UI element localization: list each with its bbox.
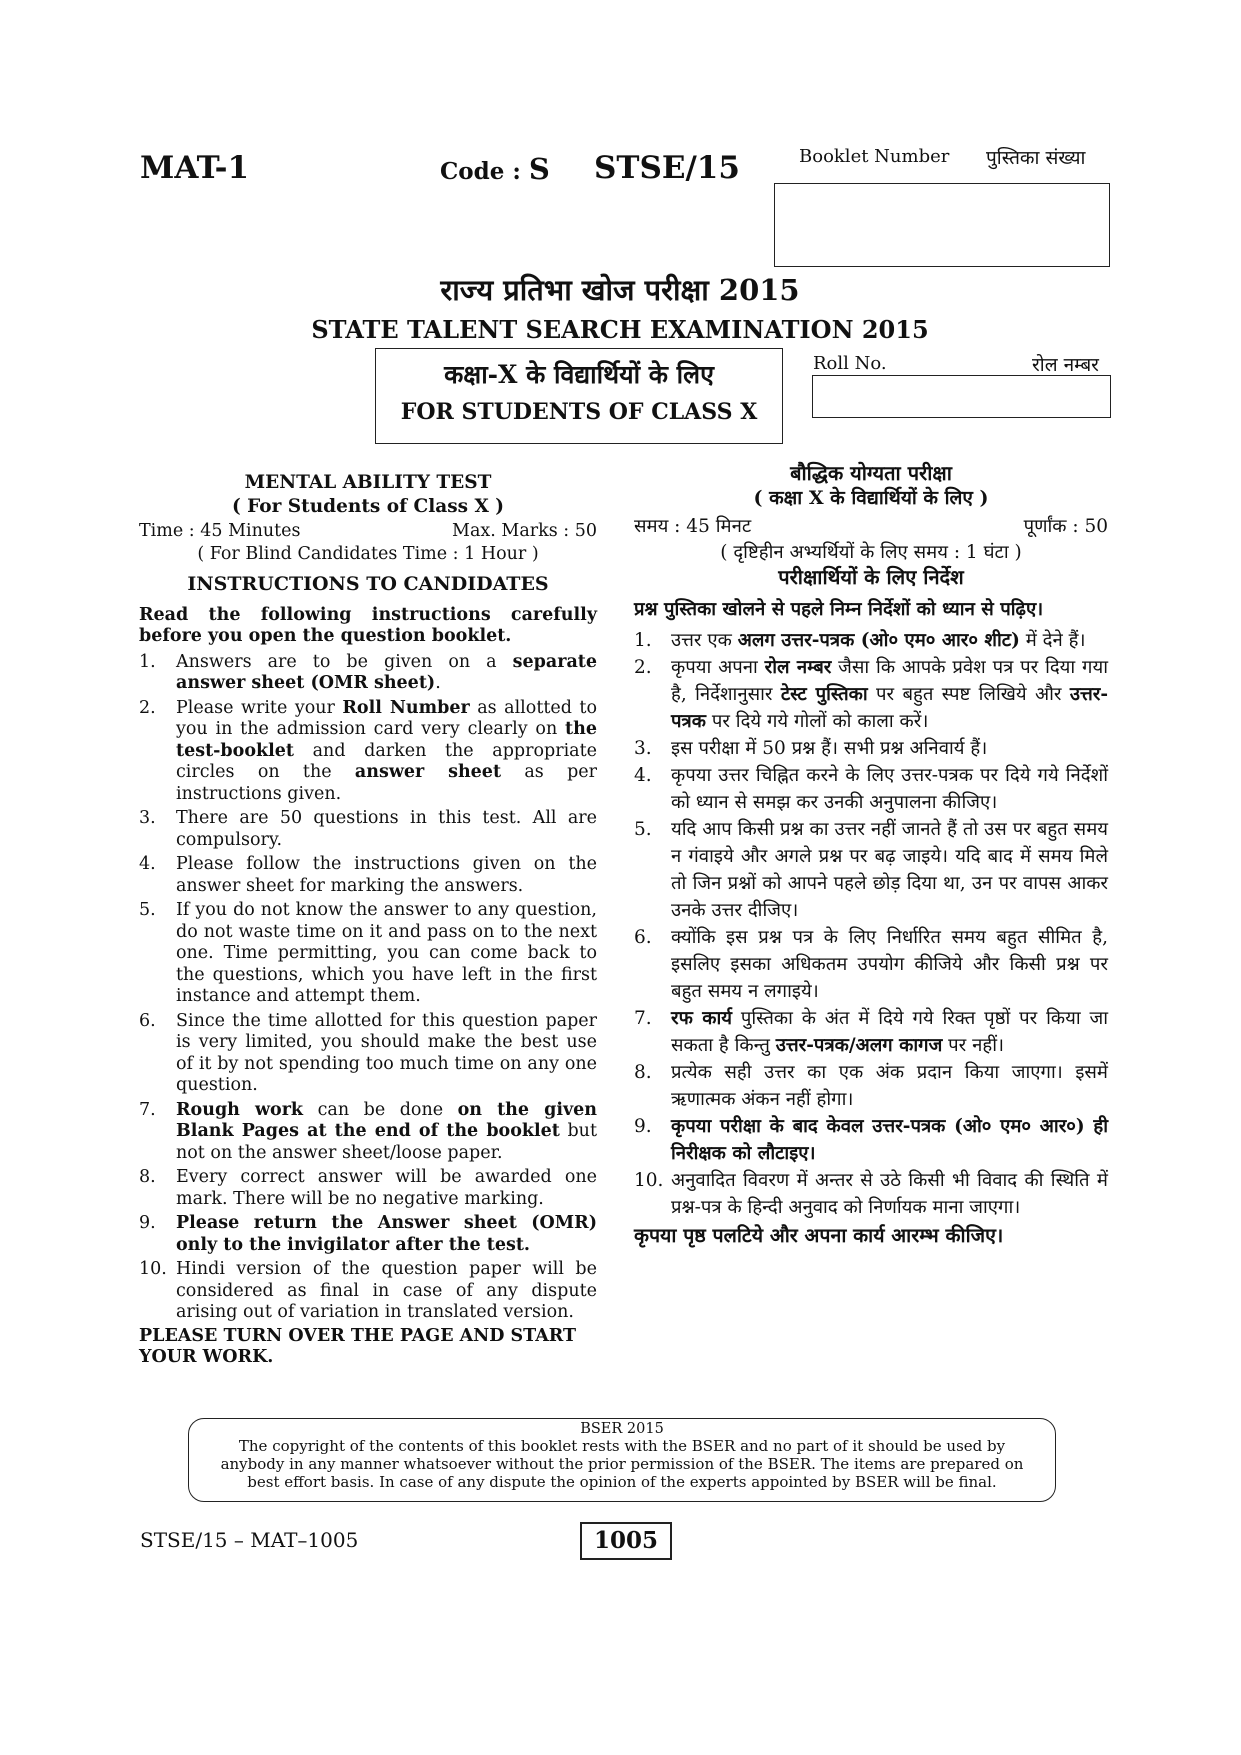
english-instruction-number: 4. — [139, 854, 156, 874]
english-instruction-number: 5. — [139, 900, 156, 920]
hindi-instruction-text: पुस्तिका के अंत में दिये गये रिक्त पृष्ठों पर किया जा सकता है किन्तु — [671, 1008, 1108, 1056]
english-instruction-text: Since the time allotted for this question paper is very limited, you should make the best use of it by not spending too much time on any one question. — [176, 1010, 597, 1095]
english-instruction-text: can be done — [303, 1099, 458, 1120]
hindi-instruction-item — [634, 1059, 1108, 1113]
instructions-heading-hindi: परीक्षार्थियों के लिए निर्देश — [778, 565, 964, 589]
english-instruction-text: If you do not know the answer to any question, do not waste time on it and pass on to the next one. Time permitting, you can come back to the questions, which you have left in the first instance and attempt them. — [176, 900, 597, 1006]
english-instruction-number: 9. — [139, 1213, 156, 1233]
roll-no-label: Roll No. — [813, 353, 887, 374]
hindi-instruction-text: कृपया परीक्षा के बाद केवल उत्तर-पत्रक (ओ० एम० आर०) ही निरीक्षक को लौटाइए। — [671, 1116, 1108, 1164]
hindi-instruction-number: 3. — [634, 738, 652, 759]
roll-no-label-hindi: रोल नम्बर — [1032, 354, 1099, 376]
turn-over-hindi: कृपया पृष्ठ पलटिये और अपना कार्य आरम्भ कीजिए। — [634, 1224, 1004, 1247]
booklet-number-box[interactable] — [774, 183, 1110, 267]
english-instruction-text: as allotted to you in the admission card very clearly on — [176, 697, 597, 739]
hindi-instruction-item — [634, 1113, 1108, 1167]
hindi-instruction-item — [634, 735, 1108, 762]
hindi-instructions-column — [634, 460, 1108, 1249]
hindi-instruction-number: 4. — [634, 765, 652, 786]
title-english: STATE TALENT SEARCH EXAMINATION 2015 — [311, 315, 929, 344]
hindi-instruction-text: प्रत्येक सही उत्तर का एक अंक प्रदान किया जाएगा। इसमें ऋणात्मक अंकन नहीं होगा। — [671, 1062, 1108, 1110]
hindi-instruction-text: रफ कार्य — [671, 1008, 732, 1029]
hindi-instruction-text: क्योंकि इस प्रश्न पत्र के लिए निर्धारित समय बहुत सीमित है, इसलिए इसका अधिकतम उपयोग कीजिये और किसी प्रश्न पर बहुत समय न लगाइये। — [671, 927, 1108, 1002]
intro-english: Read the following instructions carefully before you open the question booklet. — [139, 604, 597, 646]
hindi-instruction-number: 6. — [634, 927, 652, 948]
english-instruction-text: but not on the answer sheet/loose paper. — [176, 1121, 597, 1163]
english-instruction-number: 1. — [139, 651, 156, 672]
hindi-instruction-item — [634, 1167, 1108, 1221]
code-value: S — [528, 152, 550, 186]
english-instruction-text: on the given Blank Pages at the end of the booklet — [176, 1099, 597, 1141]
time-hindi: समय : 45 मिनट — [634, 516, 752, 537]
english-instruction-item — [139, 1213, 597, 1256]
english-instruction-item — [139, 900, 597, 1008]
english-instruction-number: 10. — [139, 1259, 167, 1279]
english-instruction-item — [139, 1259, 597, 1324]
hindi-instruction-number: 10. — [634, 1170, 664, 1191]
english-instruction-text: as per instructions given. — [176, 762, 598, 804]
english-instruction-text: . — [435, 673, 441, 693]
booklet-number-label-hindi: पुस्तिका संख्या — [986, 147, 1086, 169]
english-instruction-text: Please follow the instructions given on the answer sheet for marking the answers. — [176, 854, 597, 896]
class-box — [375, 348, 783, 444]
hindi-instruction-text: इस परीक्षा में 50 प्रश्न हैं। सभी प्रश्न अनिवार्य हैं। — [671, 738, 988, 759]
english-instruction-text: Roll Number — [342, 697, 470, 718]
time-marks-row-hindi — [634, 513, 1108, 540]
hindi-instruction-item — [634, 1005, 1108, 1059]
hindi-instruction-text: पर नहीं। — [942, 1035, 1005, 1056]
test-name-english: MENTAL ABILITY TEST — [244, 472, 492, 493]
copyright-box — [188, 1418, 1056, 1502]
english-instruction-text: Rough work — [176, 1099, 304, 1120]
english-instruction-text: and darken the appropriate circles on the — [176, 740, 597, 782]
english-instruction-item — [139, 652, 597, 695]
english-instruction-item — [139, 698, 597, 806]
paper-code: MAT-1 — [140, 150, 250, 186]
hindi-instruction-number: 5. — [634, 819, 652, 840]
hindi-instructions-list — [634, 627, 1108, 1221]
series-code: STSE/15 — [594, 150, 740, 186]
booklet-number-label: Booklet Number — [799, 146, 950, 167]
english-instruction-text: the test-booklet — [176, 719, 597, 761]
hindi-instruction-text: अनुवादित विवरण में अन्तर से उठे किसी भी विवाद की स्थिति में प्रश्न-पत्र के हिन्दी अनुवाद को निर्णायक माना जाएगा। — [671, 1170, 1108, 1218]
page-number: 1005 — [580, 1522, 672, 1560]
english-instruction-item — [139, 1011, 597, 1097]
time-marks-row — [139, 521, 597, 543]
hindi-instruction-item — [634, 762, 1108, 816]
english-instruction-item — [139, 854, 597, 897]
max-marks-english: Max. Marks : 50 — [452, 521, 597, 541]
instructions-heading-english: INSTRUCTIONS TO CANDIDATES — [187, 573, 549, 595]
code-line — [440, 152, 550, 186]
test-name-hindi: बौद्धिक योग्यता परीक्षा — [790, 461, 952, 485]
hindi-instruction-number: 8. — [634, 1062, 652, 1083]
hindi-instruction-text: कृपया उत्तर चिह्नित करने के लिए उत्तर-पत्रक पर दिये गये निर्देशों को ध्यान से समझ कर उनकी अनुपालना कीजिए। — [671, 765, 1108, 813]
english-instruction-item — [139, 1100, 597, 1165]
time-english: Time : 45 Minutes — [139, 521, 301, 541]
english-instruction-text: Please return the Answer sheet (OMR) only to the invigilator after the test. — [176, 1213, 597, 1255]
blind-time-hindi: ( दृष्टिहीन अभ्यर्थियों के लिए समय : 1 घंटा ) — [720, 542, 1022, 563]
for-students-hindi: ( कक्षा X के विद्यार्थियों के लिए ) — [753, 487, 989, 509]
english-instruction-text: Answers are to be given on a — [176, 651, 513, 672]
footer-code: STSE/15 – MAT–1005 — [140, 1528, 359, 1552]
hindi-instruction-text: रोल नम्बर — [764, 657, 832, 678]
english-instruction-number: 3. — [139, 808, 156, 828]
roll-no-box[interactable] — [812, 375, 1111, 418]
hindi-instruction-item — [634, 627, 1108, 654]
hindi-instruction-text: उत्तर-पत्रक — [671, 684, 1108, 732]
english-instruction-number: 7. — [139, 1099, 156, 1120]
hindi-instruction-item — [634, 924, 1108, 1005]
hindi-instruction-text: पर बहुत स्पष्ट लिखिये और — [867, 684, 1070, 705]
hindi-instruction-number: 9. — [634, 1116, 652, 1137]
hindi-instruction-text: पर दिये गये गोलों को काला करें। — [705, 711, 929, 732]
max-marks-hindi: पूर्णांक : 50 — [1023, 516, 1108, 537]
copyright-heading: BSER 2015 — [580, 1421, 664, 1437]
copyright-text: The copyright of the contents of this booklet rests with the BSER and no part of it should be used by anybody in any manner whatsoever without the prior permission of the BSER. The items are prepared on best effort basis. In case of any dispute the opinion of the experts appointed by BSER will be final. — [220, 1437, 1024, 1491]
hindi-instruction-text: यदि आप किसी प्रश्न का उत्तर नहीं जानते हैं तो उस पर बहुत समय न गंवाइये और अगले प्रश्न पर बढ़ जाइये। यदि बाद में समय मिले तो जिन प्रश्नों को आपने पहले छोड़ दिया था, उन पर वापस आकर उनके उत्तर दीजिए। — [671, 819, 1108, 921]
hindi-instruction-text: टेस्ट पुस्तिका — [780, 684, 868, 705]
english-instructions-column — [139, 472, 597, 1369]
for-students-english: ( For Students of Class X ) — [231, 495, 505, 517]
turn-over-english: PLEASE TURN OVER THE PAGE AND START YOUR WORK. — [139, 1325, 577, 1367]
hindi-instruction-number: 7. — [634, 1008, 652, 1029]
title-hindi: राज्य प्रतिभा खोज परीक्षा 2015 — [440, 273, 800, 307]
english-instruction-text: Hindi version of the question paper will be considered as final in case of any dispute arising out of variation in translated version. — [176, 1259, 597, 1322]
english-instruction-text: separate answer sheet (OMR sheet) — [176, 651, 597, 693]
hindi-instruction-text: उत्तर-पत्रक/अलग कागज — [775, 1035, 943, 1056]
hindi-instruction-text: अलग उत्तर-पत्रक (ओ० एम० आर० शीट) — [737, 630, 1020, 651]
english-instruction-item — [139, 808, 597, 851]
hindi-instruction-number: 1. — [634, 630, 652, 651]
hindi-instruction-item — [634, 816, 1108, 924]
english-instruction-number: 6. — [139, 1010, 156, 1031]
hindi-instruction-text: उत्तर एक — [671, 630, 738, 651]
intro-hindi: प्रश्न पुस्तिका खोलने से पहले निम्न निर्देशों को ध्यान से पढ़िए। — [634, 599, 1044, 620]
english-instructions-list — [139, 652, 597, 1324]
class-hindi: कक्षा-X के विद्यार्थियों के लिए — [444, 360, 714, 389]
english-instruction-text: Every correct answer will be awarded one mark. There will be no negative marking. — [176, 1167, 597, 1209]
hindi-instruction-item — [634, 654, 1108, 735]
english-instruction-number: 2. — [139, 697, 156, 718]
hindi-instruction-text: में देने हैं। — [1019, 630, 1086, 651]
english-instruction-text: Please write your — [176, 697, 343, 718]
class-english: FOR STUDENTS OF CLASS X — [400, 399, 758, 425]
hindi-instruction-number: 2. — [634, 657, 652, 678]
english-instruction-number: 8. — [139, 1167, 156, 1187]
blind-time-english: ( For Blind Candidates Time : 1 Hour ) — [197, 543, 539, 564]
code-label: Code : — [440, 158, 529, 185]
english-instruction-text: answer sheet — [354, 762, 502, 782]
hindi-instruction-text: कृपया अपना — [671, 657, 765, 678]
english-instruction-text: There are 50 questions in this test. All are compulsory. — [176, 808, 597, 850]
english-instruction-item — [139, 1167, 597, 1210]
hindi-instruction-text: जैसा कि आपके प्रवेश पत्र पर दिया गया है, निर्देशानुसार — [671, 657, 1108, 705]
